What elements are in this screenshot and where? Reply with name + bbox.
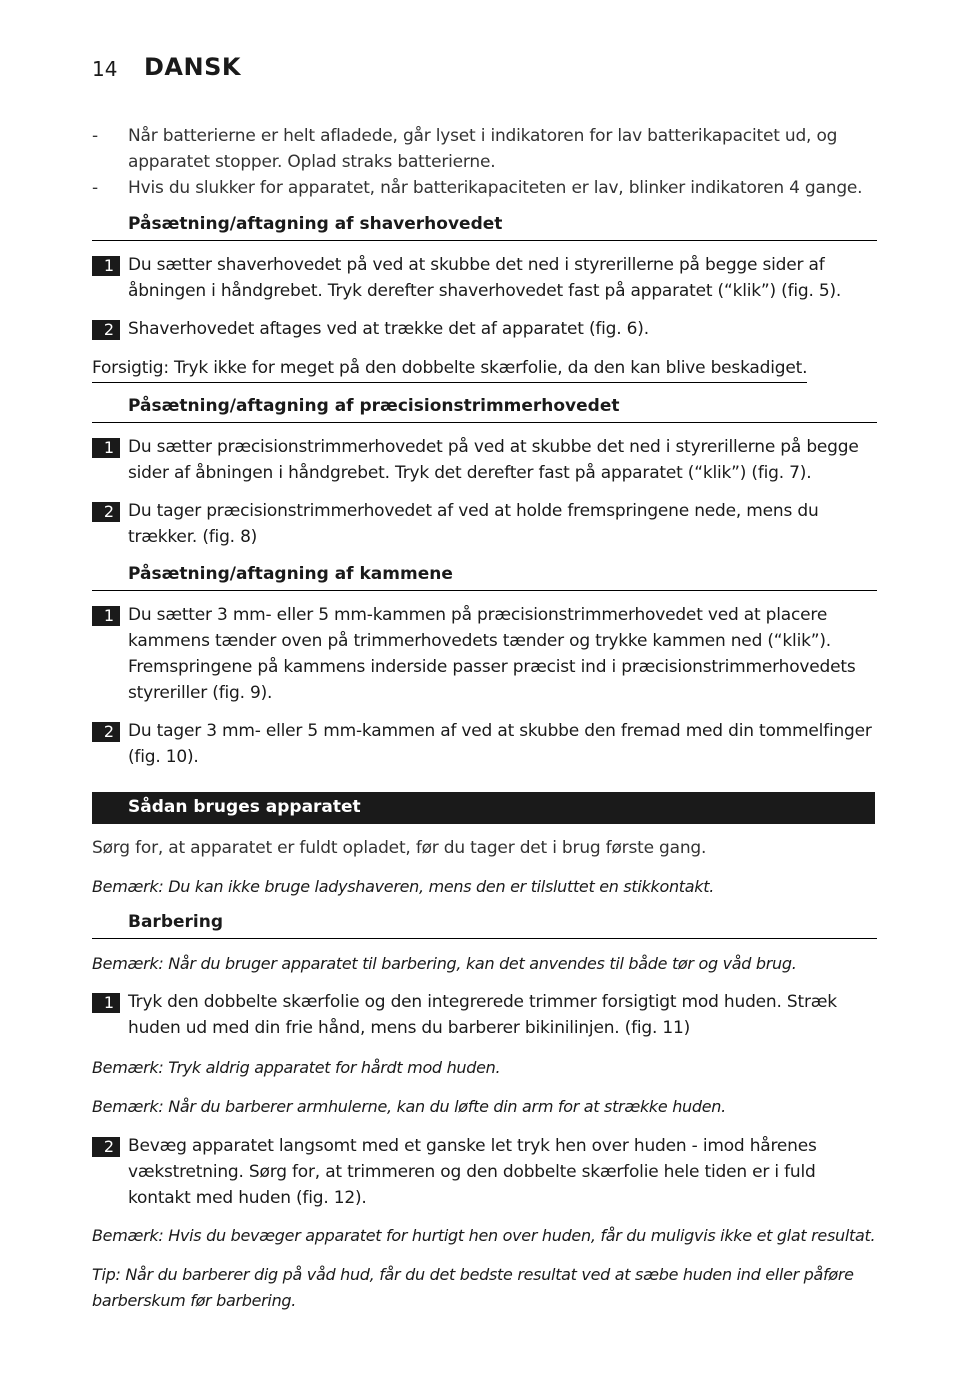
- section-bar-usage: [92, 792, 875, 824]
- section-heading-text: Påsætning/aftagning af shaverhovedet: [128, 214, 503, 234]
- intro-text: Sørg for, at apparatet er fuldt opladet, før du tager det i brug første gang.: [92, 838, 707, 858]
- step-number: 2: [92, 1137, 120, 1157]
- note-text: Bemærk: Når du barberer armhulerne, kan du løfte din arm for at strække huden.: [92, 1097, 726, 1116]
- note-text: Bemærk: Du kan ikke bruge ladyshaveren, mens den er tilsluttet en stikkontakt.: [92, 877, 715, 896]
- caution-text: Forsigtig: Tryk ikke for meget på den dobbelte skærfolie, da den kan blive beskadiget.: [92, 355, 807, 383]
- step-number: 2: [92, 502, 120, 522]
- step-number: 1: [92, 438, 120, 458]
- bullet-marker: -: [92, 178, 99, 198]
- step-number: 1: [92, 256, 120, 276]
- bullet-marker: -: [92, 126, 99, 146]
- section-heading-text: Påsætning/aftagning af præcisionstrimmerhovedet: [128, 396, 620, 416]
- section-heading-shaving: [92, 910, 877, 939]
- step-number: 2: [92, 722, 120, 742]
- step-text: Du sætter 3 mm- eller 5 mm-kammen på præcisionstrimmerhovedet ved at placere kammens tænder oven på trimmerhovedets tænder og trykke kammen ned (“klik”). Fremspringene på kammens inderside passer præcist ind i præcisionstrimmerhovedets styreriller (fig. 9).: [128, 605, 856, 703]
- step-text: Du tager 3 mm- eller 5 mm-kammen af ved at skubbe den fremad med din tommelfinger (fig. 10).: [128, 721, 872, 767]
- step-text: Du sætter præcisionstrimmerhovedet på ved at skubbe det ned i styrerillerne på begge sider af åbningen i håndgrebet. Tryk det derefter fast på apparatet (“klik”) (fig. 7).: [128, 437, 859, 483]
- step-text: Tryk den dobbelte skærfolie og den integrerede trimmer forsigtigt mod huden. Stræk huden ud med din frie hånd, mens du barberer bikinilinjen. (fig. 11): [128, 992, 837, 1038]
- section-bar-text: Sådan bruges apparatet: [128, 797, 361, 817]
- note-text: Bemærk: Tryk aldrig apparatet for hårdt mod huden.: [92, 1058, 501, 1077]
- tip-text: Tip: Når du barberer dig på våd hud, får du det bedste resultat ved at sæbe huden ind eller påføre barberskum før barbering.: [92, 1265, 854, 1310]
- note-text: Bemærk: Når du bruger apparatet til barbering, kan det anvendes til både tør og våd brug.: [92, 954, 797, 973]
- bullet-item: Når batterierne er helt afladede, går lyset i indikatoren for lav batterikapacitet ud, og apparatet stopper. Oplad straks batterierne.: [128, 126, 838, 172]
- note-text: Bemærk: Hvis du bevæger apparatet for hurtigt hen over huden, får du muligvis ikke et glat resultat.: [92, 1226, 876, 1245]
- step-text: Bevæg apparatet langsomt med et ganske let tryk hen over huden - imod hårenes vækstretning. Sørg for, at trimmeren og den dobbelte skærfolie hele tiden er i fuld kontakt med huden (fig. 12).: [128, 1136, 817, 1208]
- section-heading-text: Påsætning/aftagning af kammene: [128, 564, 453, 584]
- step-number: 1: [92, 993, 120, 1013]
- page-title: DANSK: [144, 53, 241, 81]
- section-heading-shaver: [92, 212, 877, 241]
- bullet-item: Hvis du slukker for apparatet, når batterikapaciteten er lav, blinker indikatoren 4 gange.: [128, 178, 863, 198]
- section-heading-text: Barbering: [128, 912, 223, 932]
- section-heading-precision: [92, 394, 877, 423]
- step-number: 2: [92, 320, 120, 340]
- step-number: 1: [92, 606, 120, 626]
- step-text: Du sætter shaverhovedet på ved at skubbe det ned i styrerillerne på begge sider af åbningen i håndgrebet. Tryk derefter shaverhovedet fast på apparatet (“klik”) (fig. 5).: [128, 255, 842, 301]
- page-number: 14: [92, 57, 118, 81]
- section-heading-combs: [92, 562, 877, 591]
- step-text: Shaverhovedet aftages ved at trække det af apparatet (fig. 6).: [128, 319, 649, 339]
- step-text: Du tager præcisionstrimmerhovedet af ved at holde fremspringene nede, mens du trækker. (fig. 8): [128, 501, 819, 547]
